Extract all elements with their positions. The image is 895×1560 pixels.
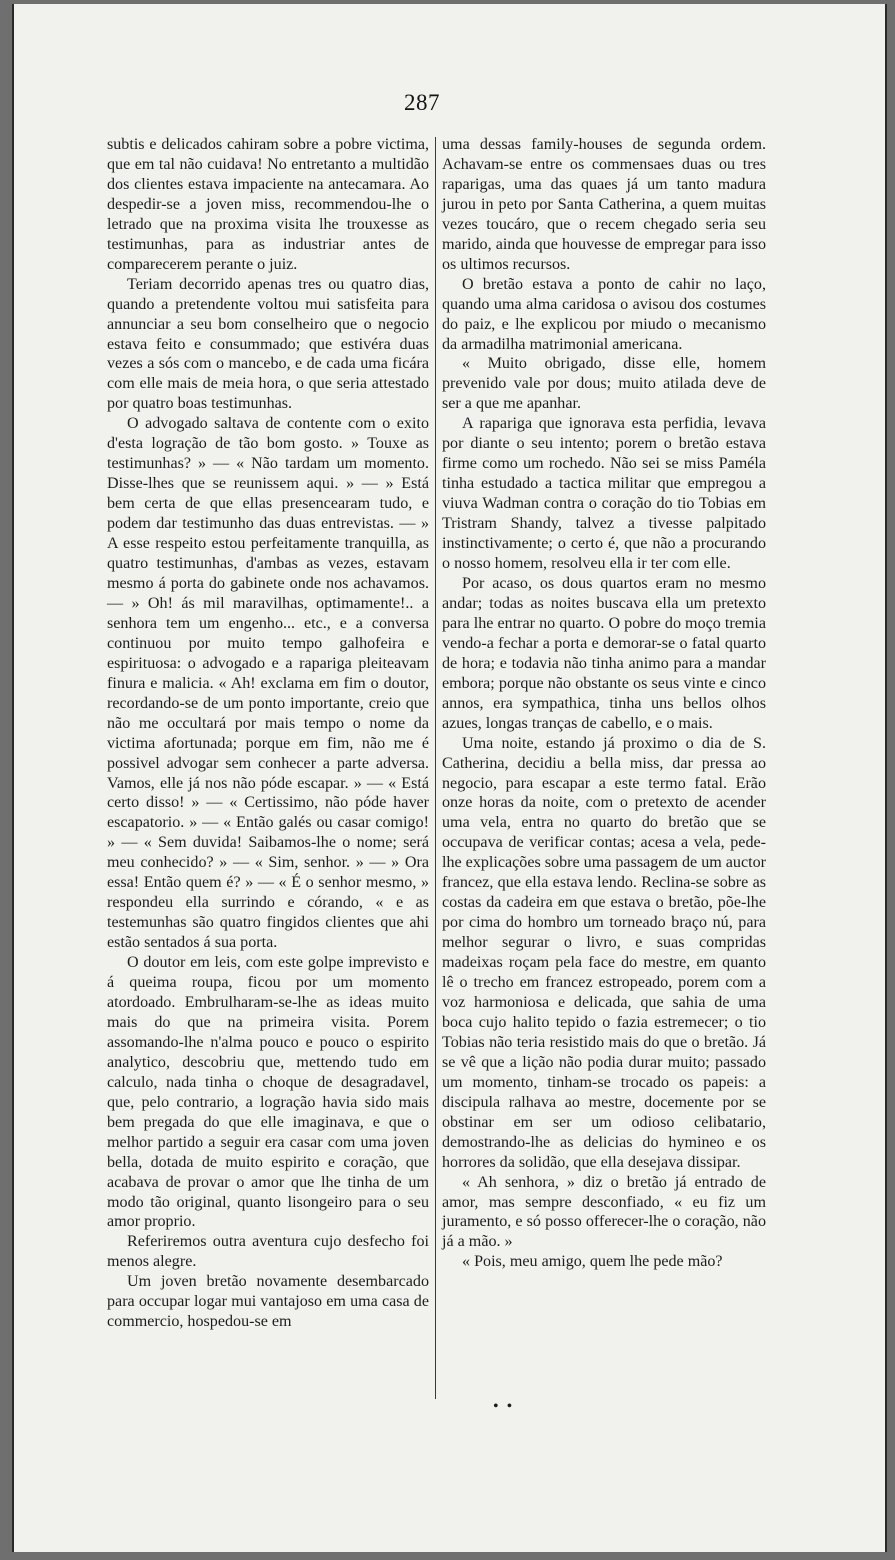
paragraph: Referiremos outra aventura cujo desfecho foi menos alegre. [107,1233,429,1271]
paragraph: « Muito obrigado, disse elle, homem prevenido vale por dous; muito atilada deve de ser a que me apanhar. [442,355,766,413]
left-column [107,135,429,1332]
book-page [12,4,887,1552]
paragraph: O bretão estava a ponto de cahir no laço, quando uma alma caridosa o avisou dos costumes do paiz, e lhe explicou por miudo o mecanismo da armadilha matrimonial americana. [442,275,766,353]
paragraph: O advogado saltava de contente com o exito d'esta logração de tão bom gosto. » Touxe as testimunhas? » — « Não tardam um momento. Disse-lhes que se reunissem aqui. » — » Está bem certa de que ellas presencearam tudo, e podem dar testimunho das duas entrevistas. — » A esse respeito estou perfeitamente tranquilla, as quatro testimunhas, d'ambas as vezes, estavam mesmo á porta do gabinete onde nos achavamos. — » Oh! ás mil maravilhas, optimamente!.. a senhora tem um engenho... etc., e a conversa continuou por muito tempo galhofeira e espirituosa: o advogado e a raparigа pleiteavam finura e malicia. « Ah! exclama em fim o doutor, recordando-se de um ponto importante, creio que não me occultará por mais tempo o nome da victima afortunada; porque em fim, não me é possivel advogar sem conhecer a parte adversa. Vamos, elle já nos não póde escapar. » — « Está certo disso! » — « Certissimo, não póde haver escapatorio. » — « Então galés ou casar comigo! » — « Sem duvida! Saibamos-lhe o nome; será meu conhecido? » — « Sim, senhor. » — » Ora essa! Então quem é? » — « É o senhor mesmo, » respondeu ella surrindo e córando, « e as testemunhas são quatro fingidos clientes que ahi estão sentados á sua porta. [107,415,429,952]
paragraph: A rapariga que ignorava esta perfidia, levava por diante o seu intento; porem o bretão estava firme como um rochedo. Não sei se miss Paméla tinha estudado a tactica militar que empregou a viuva Wadman contra o coração do tio Tobias em Tristram Shandy, talvez a tivesse palpitado instinctivamente; o certo é, que não a procurando o nosso homem, resolveu ella ir ter com elle. [442,415,766,573]
right-column [442,135,766,1272]
paragraph: uma dessas family-houses de segunda ordem. Achavam-se entre os commensaes duas ou tres raparigas, uma das quaes já um tanto madura jurou in peto por Santa Catherina, a quem muitas vezes toucáro, que o recem chegado seria seu marido, ainda que houvesse de empregar para isso os ultimos recursos. [442,136,766,273]
paragraph: O doutor em leis, com este golpe imprevisto e á queima roupa, ficou por um momento atordoado. Embrulharam-se-lhe as ideas muito mais do que na primeira visita. Porem assomando-lhe n'alma pouco e pouco o espirito analytico, descobriu que, mettendo tudo em calculo, nada tinha o choque de desagradavel, que, pelo contrario, a logração havia sido mais bem pregada do que elle imaginava, e que o melhor partido a seguir era casar com uma joven bella, dotada de muito espirito e coração, que acabava de provar o amor que lhe tinha de um modo tão original, quanto lisongeiro para o seu amor proprio. [107,954,429,1231]
page-number: 287 [404,90,440,115]
paragraph: Por acaso, os dous quartos eram no mesmo andar; todas as noites buscava ella um pretexto para lhe entrar no quarto. O pobre do moço tremia vendo-a fechar a porta e demorar-se o fatal quarto de hora; e todavia não tinha animo para a mandar embora; porque não obstante os seus vinte e cinco annos, era sympathica, tinha uns bellos olhos azues, longas tranças de cabello, e o mais. [442,574,766,732]
paragraph: Um joven bretão novamente desembarcado para occupar logar mui vantajoso em uma casa de commercio, hospedou-se em [107,1273,429,1331]
paragraph: subtis e delicados cahiram sobre a pobre victima, que em tal não cuidava! No entretanto a multidão dos clientes estava impaciente na antecamara. Ao despedir-se a joven miss, recommendou-lhe o letrado que na proxima visita lhe trouxesse as testimunhas, para as industriar antes de comparecerem perante o juiz. [107,136,429,273]
signature-mark: • • [493,1398,515,1415]
paragraph: « Pois, meu amigo, quem lhe pede mão? [462,1253,723,1271]
paragraph: « Ah senhora, » diz o bretão já entrado de amor, mas sempre desconfiado, « eu fiz um juramento, e só posso offerecer-lhe o coração, não já a mão. » [442,1173,766,1251]
paragraph: Teriam decorrido apenas tres ou quatro dias, quando a pretendente voltou mui satisfeita para annunciar a seu bom conselheiro que o negocio estava feito e consummado; que estivéra duas vezes a sós com o mancebo, e de cada uma ficára com elle mais de meia hora, o que seria attestado por quatro boas testimunhas. [107,275,429,413]
paragraph: Uma noite, estando já proximo o dia de S. Catherina, decidiu a bella miss, dar pressa ao negocio, para escapar a este termo fatal. Erão onze horas da noite, com o pretexto de acender uma vela, entra no quarto do bretão que se occupava de verificar contas; acesa a vela, pede-lhe explicações sobre uma passagem de um auctor francez, que ella estava lendo. Reclina-se sobre as costas da cadeira em que estava o bretão, põe-lhe por cima do hombro um torneado braço nú, para melhor segurar o livro, e suas compridas madeixas roçam pela face do mestre, em quanto lê o trecho em francez estropeado, porem com a voz harmoniosa e delicada, que sahia de uma boca cujo halito tepido o fazia estremecer; o tio Tobias não teria resistido mais do que o bretão. Já se vê que a lição não podia durar muito; passado um momento, tinham-se trocado os papeis: a discipula ralhava ao mestre, docemente por se obstinar em ser um odioso celibatario, demostrando-lhe as delicias do hymineo e os horrores da solidão, que ella desejava dissipar. [442,734,766,1171]
column-divider [435,137,436,1399]
